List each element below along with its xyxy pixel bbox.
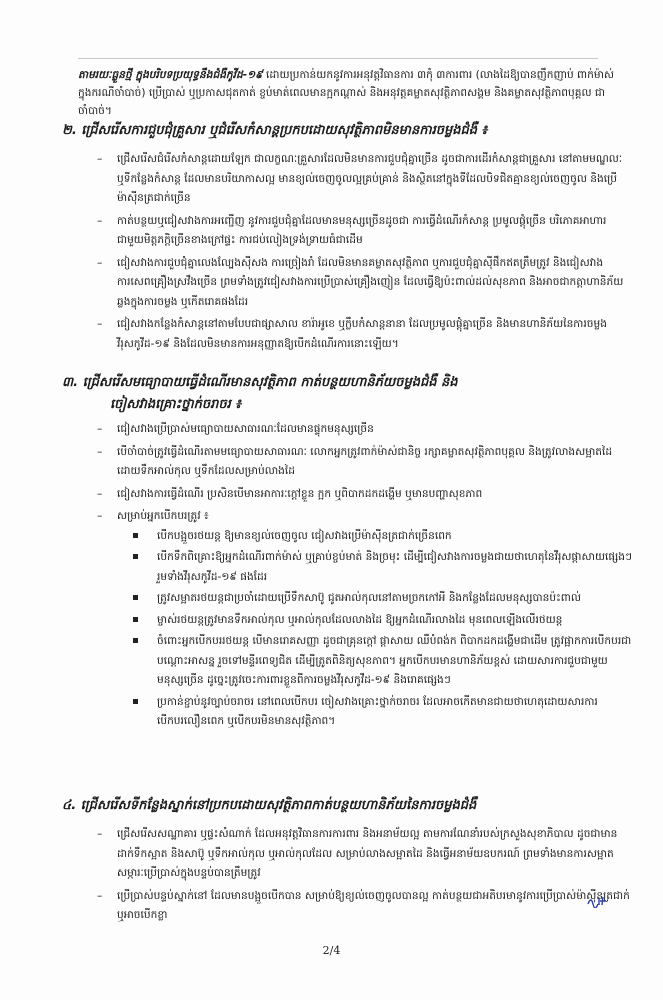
dash-bullet: – <box>97 214 103 227</box>
intro-paragraph <box>78 66 618 120</box>
driver-sublist <box>117 527 633 732</box>
list-item: – ប្រើប្រាស់បន្ទប់ស្នាក់នៅ ដែលមានបង្អួចបើកបាន សម្រាប់ឱ្យខ្យល់ចេញចូលបានល្អ កាត់បន្ថយជាអតិបរមានូវការប្រើប្រាស់ម៉ាស៊ីនត្រជាក់ ឬអាចបើកខ្លា <box>93 887 633 926</box>
square-bullet-icon <box>133 638 138 643</box>
dash-bullet: – <box>97 153 103 165</box>
list-item: – កាត់បន្ថយឬជៀសវាងការអញ្ជើញ នូវការជួបជុំគ្នាដែលមានមនុស្សច្រើនដូចជា ការធ្វើដំណើរកំសាន្ត ប្រមូលផ្តុំច្រើន បរិភោគអាហារជាមួយមិត្តភក្តិច្រើនខាងក្រៅផ្ទះ ការជប់លៀងទ្រង់ទ្រាយធំជាដើម <box>93 212 633 251</box>
square-bullet-icon <box>133 554 138 559</box>
list-item: – ជៀសវាងកន្លែងកំសាន្តនៅតាមបែបជាផ្សាសាល ខារ៉ាអូខេ ឬក្លឹបកំសាន្តនានា ដែលប្រមូលផ្តុំគ្នាច្រើន និងមានហានិភ័យនៃការចម្លងវីរុសកូវីដ-១៩ និងដែលមិនមានការអនុញ្ញាតឱ្យបើកដំណើរការនោះឡើយ។ <box>93 315 633 354</box>
list-item: – ជៀសវាងការធ្វើដំណើរ ប្រសិនបើមានអាការៈក្តៅខ្លួន ក្អក ឬពិបាកដកដង្ហើម ឬមានបញ្ហាសុខភាព <box>93 485 633 505</box>
list-item: – ជៀសវាងប្រើប្រាស់មធ្យោបាយសាធារណៈដែលមានផ្ទុកមនុស្សច្រើន <box>93 420 633 440</box>
dash-bullet: – <box>97 445 103 458</box>
sub-list-item: ប្រកាន់ខ្ជាប់នូវច្បាប់ចរាចរ នៅពេលបើកបរ ចៀសវាងគ្រោះថ្នាក់ចរាចរ ដែលអាចកើតមានជាយថាហេតុដោយសារការបើកបរលឿនពេក ឬបើកបរមិនមានសុវត្ថិភាព។ <box>127 693 633 732</box>
section-3-title-line1: ៣. ជ្រើសរើសមធ្យោបាយធ្វើដំណើរមានសុវត្ថិភាព កាត់បន្ថយហានិភ័យចម្លងជំងឺ និង <box>62 375 458 390</box>
square-bullet-icon <box>133 533 138 538</box>
list-item: – ជៀសវាងការជួបជុំគ្នាលេងល្បែងស៊ីសង ការច្រៀងរាំ ដែលមិនមានគម្លាតសុវត្ថិភាព ឬការជួបជុំគ្នាស៊ីផឹកឥតត្រឹមត្រូវ និងជៀសវាងការសេពគ្រឿងស្រវឹងច្រើន ព្រមទាំងត្រូវជៀសវាងការប្រើប្រាស់គ្រឿងញៀន ដែលធ្វើឱ្យប៉ះពាល់ដល់សុខភាព និងអាចជាកត្តាហានិភ័យឆ្លងក្នុងការចម្លង ឬកើតរោគផងដែរ <box>93 254 633 313</box>
section-3-heading <box>62 372 632 416</box>
top-divider <box>78 58 598 59</box>
square-bullet-icon <box>133 595 138 600</box>
dash-bullet: – <box>97 256 103 269</box>
section-3-title-line2: ចៀសវាងគ្រោះថ្នាក់ចរាចរ ៖ <box>110 397 241 412</box>
section-4-list <box>93 825 633 929</box>
intro-emphasis: តាមរយៈធ្លួនថ្មី ក្នុងបរិបទប្រយុទ្ធនឹងជំងឺកូវីដ-១៩ <box>78 69 263 81</box>
square-bullet-icon <box>133 617 138 622</box>
sub-list-item: បើកទឹកពិគ្រោះឱ្យអ្នកដំណើរពាក់ម៉ាស់ ឬគ្រាប់ខ្ចប់មាត់ និងច្រមុះ ដើម្បីជៀសវាងការចម្លងជាយថាហេតុនៃវីរុសផ្តាសាយផ្សេងៗ រួមទាំងវីរុសកូវីដ-១៩ ផងដែរ <box>127 548 633 587</box>
list-item: – ជ្រើសរើសសណ្ឋាគារ ឬផ្ទះសំណាក់ ដែលអនុវត្តវិធានការការពារ និងអនាម័យល្អ តាមការណែនាំរបស់ក្រសួងសុខាភិបាល ដូចជាមានដាក់ទឹកស្អាត និងសាប៊ូ ឬទឹកអាល់កុល ឬអាល់កុលដែល សម្រាប់លាងសម្អាតដៃ និងធ្វើអនាម័យឧបករណ៍ ព្រមទាំងមានការសម្អាតសម្ភារៈប្រើប្រាស់ក្នុងបន្ទប់បានត្រឹមត្រូវ <box>93 825 633 884</box>
pen-scribble-icon <box>586 894 608 908</box>
sub-list-item: ត្រូវសម្អាតរថយន្តជាប្រចាំដោយប្រើទឹកសាប៊ូ ជូតអាល់កុលនៅតាមច្រកកៅអី និងកន្លែងដែលមនុស្សបានប៉ះពាល់ <box>127 589 633 609</box>
list-item: – សម្រាប់អ្នកបើកបរត្រូវ ៖ បើកបង្អួចរថយន្ត ឱ្យមានខ្យល់ចេញចូល ជៀសវាងប្រើម៉ាស៊ីនត្រជាក់ច្រើនពេក បើកទឹកពិគ្រោះឱ្យអ្នកដំណើរពាក់ម៉ាស់ ឬគ្រាប់ខ្ចប់មាត់ និងច្រមុះ ដើម្បីជៀសវាងការចម្លងជាយថាហេតុនៃវីរុសផ្តាសាយផ្សេងៗ រួមទាំងវីរុសកូវីដ-១៩ ផងដែរ ត្រូវសម្អាតរថយន្តជាប្រចាំដោយប្រើទឹកសាប៊ូ ជូតអាល់កុលនៅតាមច្រកកៅអី និងកន្លែងដែលមនុស្សបានប៉ះពាល់ ម្ចាស់រថយន្តត្រូវមានទឹកអាល់កុល ឬអាល់កុលដែលលាងដៃ ឱ្យអ្នកដំណើរលាងដៃ មុនពេលឡើងលើរថយន្ត ចំពោះអ្នកបើកបររថយន្ត បើមានរោគសញ្ញា ដូចជាគ្រុនក្តៅ ផ្តាសាយ ឈឺបំពង់ក ពិបាកដកដង្ហើមជាដើម ត្រូវផ្អាកការបើកបរជាបណ្តោះអាសន្ន រួចទៅមន្ទីរពេទ្យជិត ដើម្បីត្រូតពិនិត្យសុខភាព។ អ្នកបើកបរមានហានិភ័យខ្ពស់ ដោយសារការជួបជាមួយមនុស្សច្រើន ដូច្នេះត្រូវចេះការពារខ្លួនពីការចម្លងវីរុសកូវីដ-១៩ និងរោគផ្សេងៗ ប្រកាន់ខ្ជាប់នូវច្បាប់ចរាចរ នៅពេលបើកបរ ចៀសវាងគ្រោះថ្នាក់ចរាចរ ដែលអាចកើតមានជាយថាហេតុដោយសារការបើកបរលឿនពេក ឬបើកបរមិនមានសុវត្ថិភាព។ <box>93 507 633 732</box>
section-3-list <box>93 420 633 735</box>
list-item: – បើចាំបាច់ត្រូវធ្វើដំណើរតាមមធ្យោបាយសាធារណៈ លោកអ្នកត្រូវពាក់ម៉ាស់ជានិច្ច រក្សាគម្លាតសុវត្ថិភាពបុគ្គល និងត្រូវលាងសម្អាតដៃដោយទឹកអាល់កុល ឬទឹកដែលសម្រាប់លាងដៃ <box>93 443 633 482</box>
sub-list-item: ម្ចាស់រថយន្តត្រូវមានទឹកអាល់កុល ឬអាល់កុលដែលលាងដៃ ឱ្យអ្នកដំណើរលាងដៃ មុនពេលឡើងលើរថយន្ត <box>127 611 633 631</box>
dash-bullet: – <box>97 423 103 435</box>
dash-bullet: – <box>97 487 103 500</box>
sub-list-item: ចំពោះអ្នកបើកបររថយន្ត បើមានរោគសញ្ញា ដូចជាគ្រុនក្តៅ ផ្តាសាយ ឈឺបំពង់ក ពិបាកដកដង្ហើមជាដើម ត្រូវផ្អាកការបើកបរជាបណ្តោះអាសន្ន រួចទៅមន្ទីរពេទ្យជិត ដើម្បីត្រូតពិនិត្យសុខភាព។ អ្នកបើកបរមានហានិភ័យខ្ពស់ ដោយសារការជួបជាមួយមនុស្សច្រើន ដូច្នេះត្រូវចេះការពារខ្លួនពីការចម្លងវីរុសកូវីដ-១៩ និងរោគផ្សេងៗ <box>127 632 633 691</box>
intro-text: ដោយប្រកាន់យកនូវការអនុវត្តវិធានការ ៣កុំ ៣ការពារ (លាងដៃឱ្យបានញឹកញាប់ ពាក់ម៉ាស់ ក្នុងករណីចាំបាច់) ប្រើប្រាស់ ឬប្រកាសជុតកាត់ ខ្ចប់មាត់ពេលមានក្អកណ្តាស់ និងអនុវត្តគម្លាតសុវត្ថិភាពសង្គម និងគម្លាតសុវត្ថិភាពបុគ្គល ជាចាំបាច់។ <box>78 69 615 117</box>
sub-list-item: បើកបង្អួចរថយន្ត ឱ្យមានខ្យល់ចេញចូល ជៀសវាងប្រើម៉ាស៊ីនត្រជាក់ច្រើនពេក <box>127 527 633 547</box>
square-bullet-icon <box>133 699 138 704</box>
dash-bullet: – <box>97 828 103 840</box>
list-item: – ជ្រើសរើសជំរើសកំសាន្តដោយឡែក ជាលក្ខណៈគ្រួសារដែលមិនមានការជួបជុំគ្នាច្រើន ដូចជាការដើរកំសាន្តជាគ្រួសារ នៅតាមមណ្ឌលៈ ឬទីកន្លែងកំសាន្ត ដែលមានបរិយាកាសល្អ មានខ្យល់ចេញចូលល្អគ្រប់គ្រាន់ និងស្ថិតនៅក្នុងទីដែលបិទជិតគ្មានខ្យល់ចេញចូល និងប្រើម៉ាស៊ីនត្រជាក់ច្រើន <box>93 150 633 209</box>
section-2-list <box>93 150 633 357</box>
section-2-heading: ២. ជ្រើសរើសការជួបជុំគ្រួសារ ឬជំរើសកំសាន្តប្រកបដោយសុវត្ថិភាពមិនមានការចម្លងជំងឺ ៖ <box>62 123 488 138</box>
dash-bullet: – <box>97 318 103 330</box>
page-number: 2/4 <box>322 944 341 957</box>
dash-bullet: – <box>97 889 103 902</box>
section-4-heading: ៤. ជ្រើសរើសទីកន្លែងស្នាក់នៅប្រកបដោយសុវត្ថិភាពកាត់បន្ថយហានិភ័យនៃការចម្លងជំងឺ <box>62 798 477 813</box>
dash-bullet: – <box>97 510 103 522</box>
